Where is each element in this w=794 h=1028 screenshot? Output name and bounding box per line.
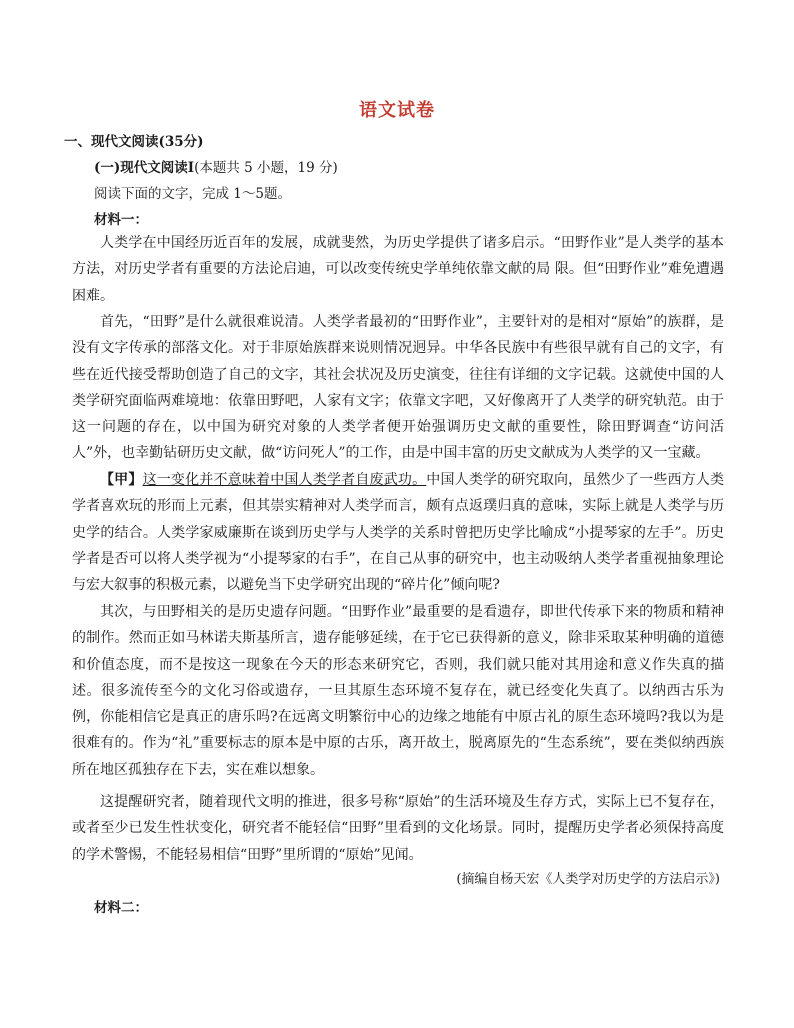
paragraph-5: 这提醒研究者，随着现代文明的推进，很多号称“原始”的生活环境及生存方式，实际上已不复存在，或者至少已发生性状变化，研究者不能轻信“田野”里看到的文化场景。同时，提醒历史学者必须保持高度的学术警惕，不能轻易相信“田野”里所谓的“原始”见闻。 [72,794,724,863]
section-heading: 一、现代文阅读(35分) [64,134,204,150]
material2-label: 材料二： [94,900,148,916]
paragraph-1: 人类学在中国经历近百年的发展，成就斐然，为历史学提供了诸多启示。“田野作业”是人类学的基本方法，对历史学者有重要的方法论启迪，可以改变传统史学单纯依靠文献的局 限。但“田野作业”难免遭遇困难。 [72,235,724,304]
jia-paragraph-text: 中国人类学的研究取向，虽然少了一些西方人类学者喜欢玩的形而上元素，但其崇实精神对人类学而言，颇有点返璞归真的意味，实际上就是人类学与历史学的结合。人类学家威廉斯在谈到历史学与人类学的关系时曾把历史学比喻成“小提琴家的左手”。历史学者是否可以将人类学视为“小提琴家的右手”，在自己从事的研究中，也主动吸纳人类学者重视抽象理论与宏大叙事的积极元素，以避免当下史学研究出现的“碎片化”倾向呢? [72,472,725,594]
page-title: 语文试卷 [359,100,435,121]
reading-instruction: 阅读下面的文字，完成 1～5题。 [94,186,291,202]
jia-underlined-sentence: 这一变化并不意味着中国人类学者自废武功。 [142,472,427,488]
source-citation: (摘编自杨天宏《人类学对历史学的方法启示》) [456,872,720,887]
paragraph-4: 其次，与田野相关的是历史遗存问题。“田野作业”最重要的是看遗存，即世代传承下来的物质和精神的制作。然而正如马林诺夫斯基所言，遗存能够延续，在于它已获得新的意义，除非采取某种明确的道德和价值态度，而不是按这一现象在今天的形态来研究它，否则，我们就只能对其用途和意义作失真的描述。很多流传至今的文化习俗或遗存，一旦其原生态环境不复存在，就已经变化失真了。以纳西古乐为例，你能相信它是真正的唐乐吗?在远离文明繁衍中心的边缘之地能有中原古礼的原生态环境吗?我以为是很难有的。作为“礼”重要标志的原本是中原的古乐，离开故土，脱离原先的“生态系统”，要在类似纳西族所在地区孤独存在下去，实在难以想象。 [72,604,724,778]
paragraph-2: 首先，“田野”是什么就很难说清。人类学者最初的“田野作业”，主要针对的是相对“原始”的族群，是没有文字传承的部落文化。对于非原始族群来说则情况迥异。中华各民族中有些很早就有自己的文字，有些在近代接受帮助创造了自己的文字，其社会状况及历史演变，往往有详细的文字记载。这就使中国的人类学研究面临两难境地：依靠田野吧，人家有文字；依靠文字吧，又好像离开了人类学的研究轨范。由于这一问题的存在，以中国为研究对象的人类学者便开始强调历史文献的重要性，除田野调查“访问活人”外，也幸勤钻研历史文献，做“访问死人”的工作，由是中国丰富的历史文献成为人类学的又一宝藏。 [72,314,724,462]
paragraph-jia [72,467,724,598]
sub-heading-detail: (本题共 5 小题，19 分) [194,160,338,176]
material1-label: 材料一： [94,212,148,228]
sub-heading [94,156,338,176]
sub-heading-label: (一)现代文阅读Ⅰ [94,160,195,176]
jia-marker: 【甲】 [100,472,143,488]
